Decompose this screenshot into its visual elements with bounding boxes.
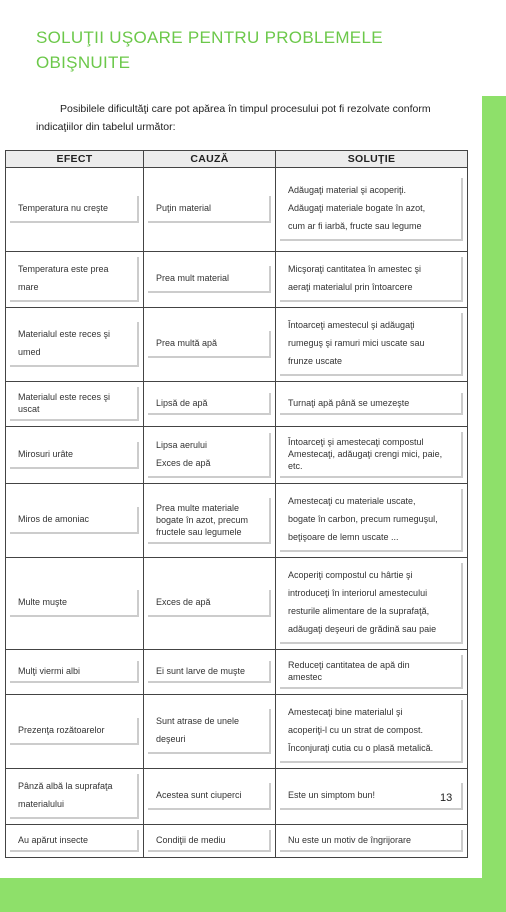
- solutie-cell: Turnaţi apă până se umezeşte: [280, 393, 463, 415]
- solutie-cell: Nu este un motiv de îngrijorare: [280, 830, 463, 852]
- header-cauza: CAUZĂ: [144, 151, 276, 168]
- cauza-cell: Prea mult material: [148, 266, 271, 293]
- solutie-cell: Întoarceţi amestecul şi adăugaţi rumeguş şi ramuri mici uscate sau frunze uscate: [280, 313, 463, 376]
- efect-cell: Materialul este reces şi umed: [10, 322, 139, 367]
- page-number: 13: [440, 792, 453, 804]
- table-row: [6, 558, 468, 650]
- cauza-cell: Prea multă apă: [148, 331, 271, 358]
- solutie-cell: Amestecaţi bine materialul şi acoperiţi-l cu un strat de compost. Înconjuraţi cutia cu o plasă metalică.: [280, 700, 463, 763]
- table-row: [6, 252, 468, 308]
- solutie-cell: Amestecaţi cu materiale uscate, bogate în carbon, precum rumeguşul, beţişoare de lemn uscate ...: [280, 489, 463, 552]
- table-header-row: [6, 151, 468, 168]
- table-row: [6, 168, 468, 252]
- solutions-table: [5, 150, 468, 858]
- efect-cell: Multe muşte: [10, 590, 139, 617]
- efect-cell: Materialul este reces şi uscat: [10, 387, 139, 421]
- table-row: [6, 650, 468, 695]
- table-row: [6, 825, 468, 858]
- cauza-cell: Lipsă de apă: [148, 393, 271, 415]
- intro-paragraph: Posibilele dificultăţi care pot apărea în timpul procesului pot fi rezolvate conform indicaţiilor din tabelul următor:: [36, 103, 431, 133]
- table-row: [6, 382, 468, 427]
- table-row: [6, 427, 468, 484]
- header-solutie: SOLUŢIE: [276, 151, 468, 168]
- cauza-cell: Condiţii de mediu: [148, 830, 271, 852]
- cauza-cell: Puţin material: [148, 196, 271, 223]
- cauza-cell: Ei sunt larve de muşte: [148, 661, 271, 683]
- efect-cell: Pânză albă la suprafaţa materialului: [10, 774, 139, 819]
- cauza-cell: Prea multe materiale bogate în azot, precum fructele sau legumele: [148, 498, 271, 544]
- solutie-cell: Adăugaţi material şi acoperiţi. Adăugaţi materiale bogate în azot, cum ar fi iarbă, fructe sau legume: [280, 178, 463, 241]
- efect-cell: Miros de amoniac: [10, 507, 139, 534]
- efect-cell: Au apărut insecte: [10, 830, 139, 852]
- header-efect: EFECT: [6, 151, 144, 168]
- efect-cell: Mulţi viermi albi: [10, 661, 139, 683]
- solutie-cell: Este un simptom bun!: [280, 783, 463, 810]
- solutie-cell: Micşoraţi cantitatea în amestec şi aeraţi materialul prin întoarcere: [280, 257, 463, 302]
- table-row: [6, 308, 468, 382]
- efect-cell: Temperatura nu creşte: [10, 196, 139, 223]
- table-row: [6, 695, 468, 769]
- efect-cell: Prezenţa rozătoarelor: [10, 718, 139, 745]
- decorative-green-bar-right: [482, 96, 506, 912]
- solutie-cell: Întoarceţi şi amestecaţi compostul Amestecaţi, adăugaţi crengi mici, paie, etc.: [280, 432, 463, 478]
- cauza-cell: Sunt atrase de unele deşeuri: [148, 709, 271, 754]
- solutie-cell: Acoperiţi compostul cu hârtie şi introduceţi în interiorul amestecului resturile alimentare de la suprafaţă, adăugaţi deşeuri de grădină sau paie: [280, 563, 463, 644]
- table-row: [6, 769, 468, 825]
- table-row: [6, 484, 468, 558]
- cauza-cell: Acestea sunt ciuperci: [148, 783, 271, 810]
- efect-cell: Mirosuri urâte: [10, 442, 139, 469]
- solutie-cell: Reduceţi cantitatea de apă din amestec: [280, 655, 463, 689]
- page-title: SOLUŢII UŞOARE PENTRU PROBLEMELE OBIŞNUITE: [36, 28, 383, 72]
- efect-cell: Temperatura este prea mare: [10, 257, 139, 302]
- cauza-cell: Exces de apă: [148, 590, 271, 617]
- cauza-cell: Lipsa aerului Exces de apă: [148, 433, 271, 478]
- decorative-green-bar-bottom: [0, 878, 506, 912]
